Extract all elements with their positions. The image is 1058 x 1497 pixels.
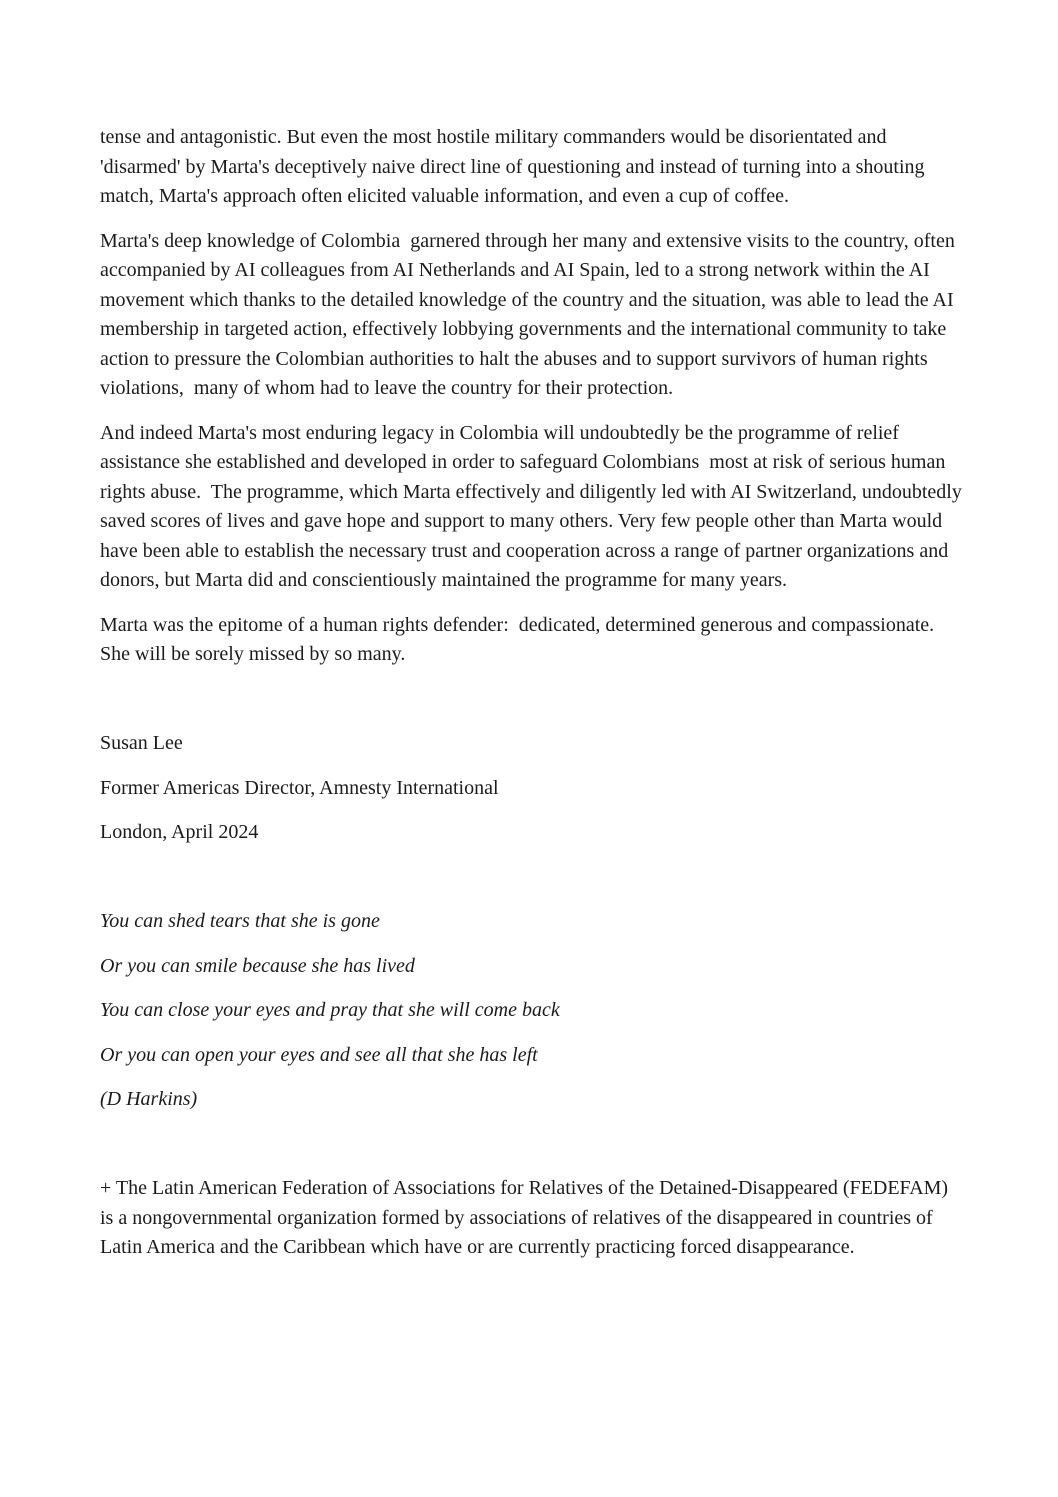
empty-line (100, 863, 965, 893)
poem-line: You can close your eyes and pray that she will come back (100, 999, 560, 1021)
document-content (100, 123, 965, 1263)
signature-line: London, April 2024 (100, 821, 259, 843)
body-paragraph: tense and antagonistic. But even the most hostile military commanders would be disorientated and 'disarmed' by Marta's deceptively naive direct line of questioning and instead of turning into a shouting match, Marta's approach often elicited valuable information, and even a cup of coffee. (100, 126, 930, 207)
signature-line: Former Americas Director, Amnesty International (100, 776, 499, 799)
empty-line (100, 685, 965, 715)
body-paragraph: Marta was the epitome of a human rights defender: dedicated, determined generous and compassionate. She will be sorely missed by so many. (100, 613, 945, 665)
poem-line: You can shed tears that she is gone (100, 910, 380, 932)
signature-line: Susan Lee (100, 732, 183, 754)
poem-line: Or you can smile because she has lived (100, 954, 415, 977)
body-paragraph: Marta's deep knowledge of Colombia garnered through her many and extensive visits to the country, often accompanied by AI colleagues from AI Netherlands and AI Spain, led to a strong network within the AI movement which thanks to the detailed knowledge of the country and the situation, was able to lead the AI membership in targeted action, effectively lobbying governments and the international community to take action to pressure the Colombian authorities to halt the abuses and to support survivors of human rights violations, many of whom had to leave the country for their protection. (100, 229, 960, 399)
empty-line (100, 1130, 965, 1160)
footnote-paragraph: + The Latin American Federation of Associations for Relatives of the Detained-Disappeared (FEDEFAM) is a nongovernmental organization formed by associations of relatives of the disappeared in countries of Latin America and the Caribbean which have or are currently practicing forced disappearance. (100, 1177, 954, 1258)
poem-line: (D Harkins) (100, 1088, 198, 1110)
poem-line: Or you can open your eyes and see all that she has left (100, 1043, 538, 1066)
body-paragraph: And indeed Marta's most enduring legacy in Colombia will undoubtedly be the programme of relief assistance she established and developed in order to safeguard Colombians most at risk of serious human rights abuse. The programme, which Marta effectively and diligently led with AI Switzerland, undoubtedly saved scores of lives and gave hope and support to many others. Very few people other than Marta would have been able to establish the necessary trust and cooperation across a range of partner organizations and donors, but Marta did and conscientiously maintained the programme for many years. (100, 421, 967, 591)
